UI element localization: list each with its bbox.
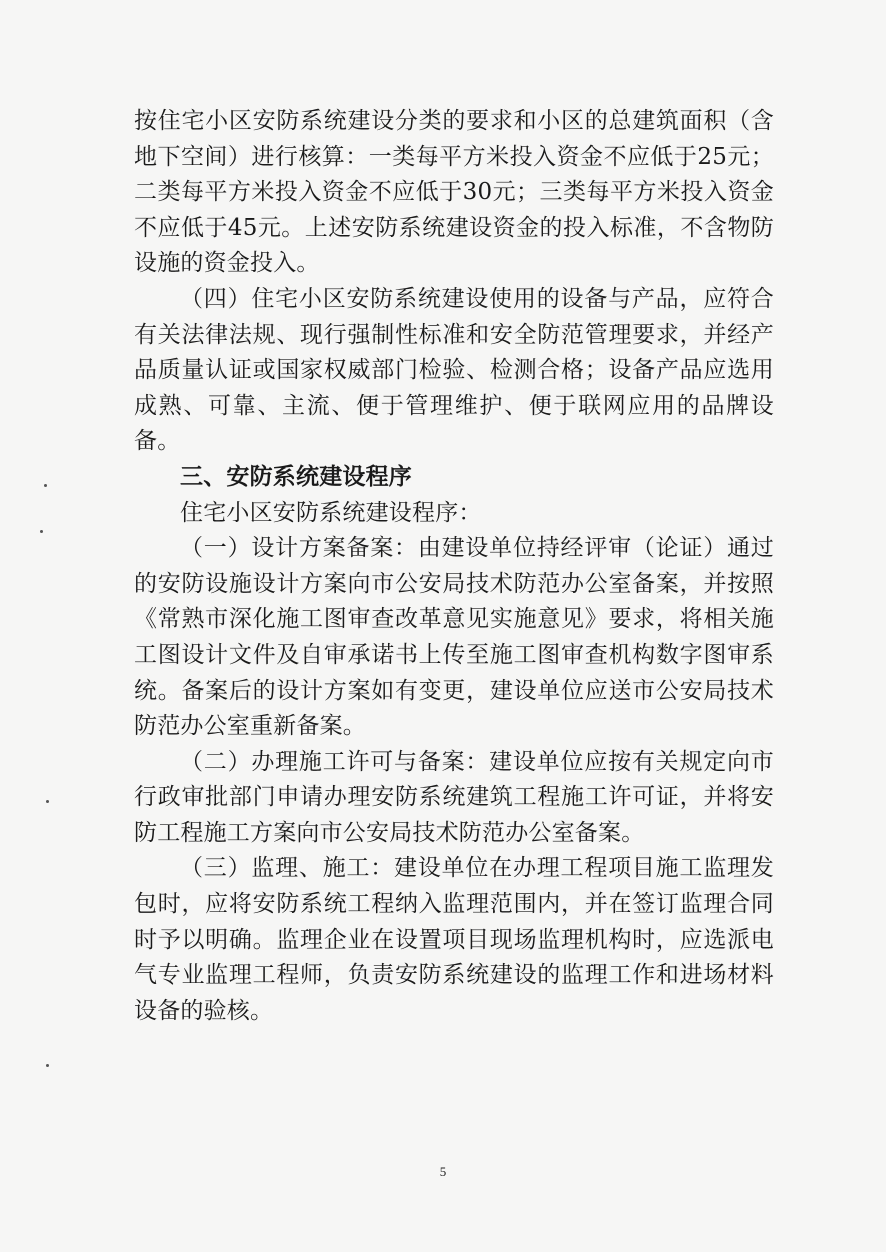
paragraph-equipment-requirements: （四）住宅小区安防系统建设使用的设备与产品，应符合有关法律法规、现行强制性标准和安全防范管理要求，并经产品质量认证或国家权威部门检验、检测合格；设备产品应选用成熟、可靠、主流、便于管理维护、便于联网应用的品牌设备。 bbox=[134, 285, 774, 455]
section-heading: 三、安防系统建设程序 bbox=[180, 463, 412, 490]
paragraph-supervision: （三）监理、施工：建设单位在办理工程项目施工监理发包时，应将安防系统工程纳入监理范围内，并在签订监理合同时予以明确。监理企业在设置项目现场监理机构时，应选派电气专业监理工程师，负责安防系统建设的监理工作和进场材料设备的验核。 bbox=[134, 855, 774, 1024]
paragraph-procedure-intro: 住宅小区安防系统建设程序： bbox=[180, 499, 482, 526]
page-number: 5 bbox=[439, 1164, 447, 1179]
scan-speck bbox=[46, 1064, 49, 1067]
paragraph-design-filing: （一）设计方案备案：由建设单位持经评审（论证）通过的安防设施设计方案向市公安局技术防范办公室备案，并按照《常熟市深化施工图审查改革意见实施意见》要求，将相关施工图设计文件及自审承诺书上传至施工图审查机构数字图审系统。备案后的设计方案如有变更，建设单位应送市公安局技术防范办公室重新备案。 bbox=[134, 535, 774, 740]
scan-speck bbox=[46, 800, 49, 803]
scan-speck bbox=[40, 530, 43, 533]
paragraph-funding-standard: 按住宅小区安防系统建设分类的要求和小区的总建筑面积（含地下空间）进行核算：一类每平方米投入资金不应低于25元；二类每平方米投入资金不应低于30元；三类每平方米投入资金不应低于45元。上述安防系统建设资金的投入标准，不含物防设施的资金投入。 bbox=[134, 108, 774, 277]
scan-speck bbox=[44, 484, 47, 487]
paragraph-construction-permit: （二）办理施工许可与备案：建设单位应按有关规定向市行政审批部门申请办理安防系统建筑工程施工许可证，并将安防工程施工方案向市公安局技术防范办公室备案。 bbox=[134, 748, 774, 846]
document-body bbox=[134, 104, 774, 1029]
